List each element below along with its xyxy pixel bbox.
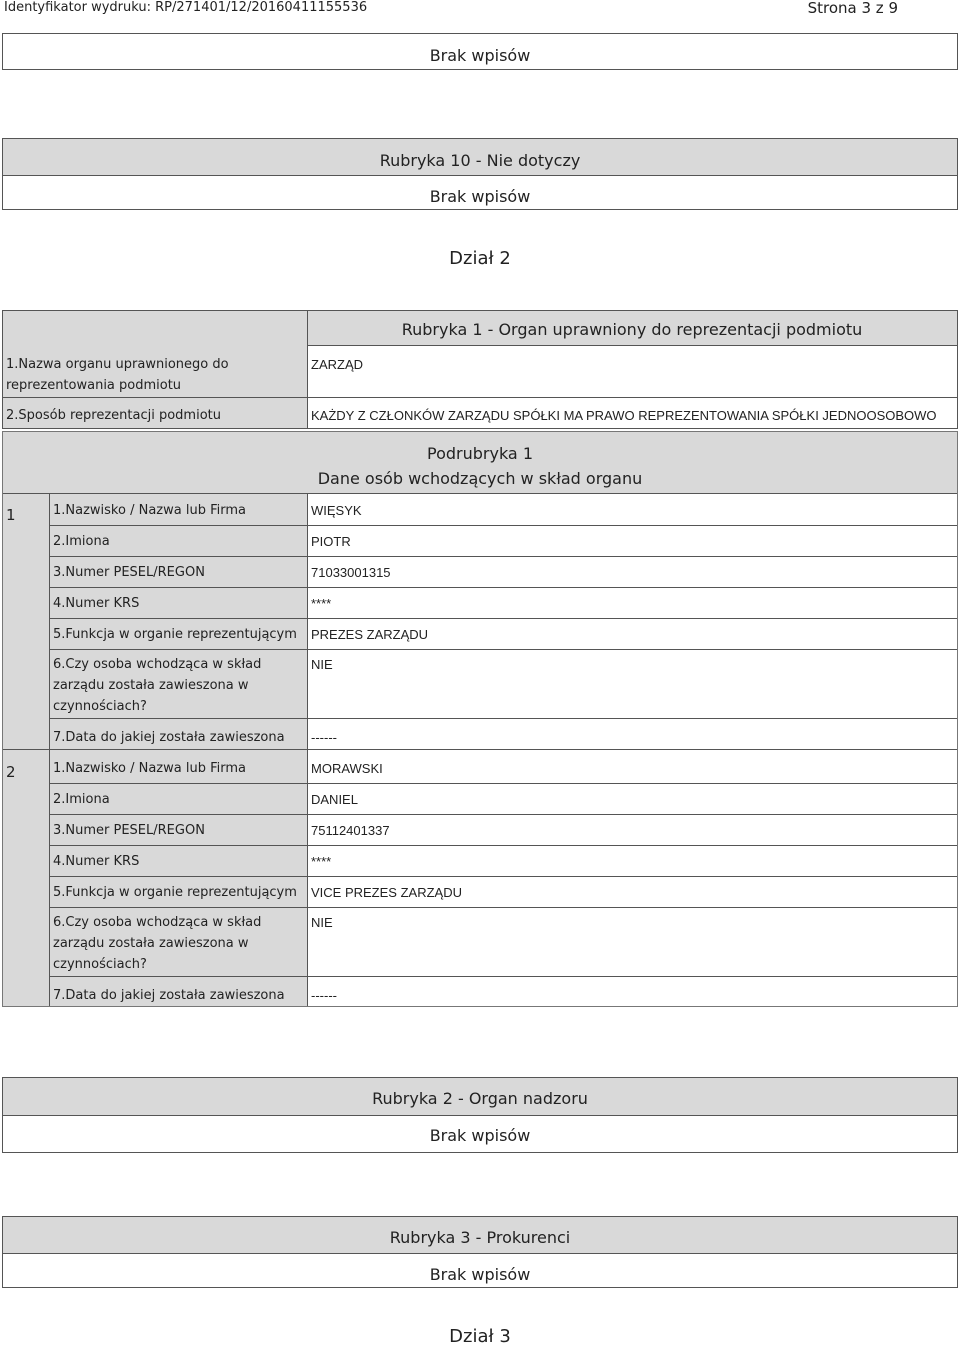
person1-suspended-value: NIE: [311, 657, 333, 672]
person2-suspended-label-1: 6.Czy osoba wchodząca w skład: [53, 915, 262, 930]
person1-pesel-value: 71033001315: [311, 565, 391, 580]
rubryka2-empty-text: Brak wpisów: [429, 1126, 531, 1145]
representation-label: 2.Sposób reprezentacji podmiotu: [6, 408, 221, 423]
person2-function-value: VICE PREZES ZARZĄDU: [311, 885, 462, 900]
rubryka3-empty-text: Brak wpisów: [429, 1265, 531, 1284]
rubryka10-box: [2, 138, 958, 210]
rubryka3-title: Rubryka 3 - Prokurenci: [389, 1228, 571, 1247]
person2-surname-value: MORAWSKI: [311, 761, 383, 776]
person1-krs-value: ****: [311, 596, 332, 611]
person1-suspended-label-3: czynnościach?: [53, 699, 147, 714]
rubryka1-table: [2, 310, 958, 429]
organ-name-value: ZARZĄD: [311, 357, 363, 372]
person2-surname-label: 1.Nazwisko / Nazwa lub Firma: [53, 761, 246, 776]
person1-names-label: 2.Imiona: [53, 534, 110, 549]
rubryka1-title: Rubryka 1 - Organ uprawniony do reprezentacji podmiotu: [401, 320, 863, 339]
person2-names-value: DANIEL: [311, 792, 358, 807]
person1-date-value: ------: [311, 730, 337, 745]
person2-names-label: 2.Imiona: [53, 792, 110, 807]
organ-name-label: 1.Nazwa organu uprawnionego do reprezentowania podmiotu: [6, 357, 229, 393]
person1-pesel-label: 3.Numer PESEL/REGON: [53, 565, 205, 580]
rubryka3-header: [3, 1217, 957, 1253]
representation-value: KAŻDY Z CZŁONKÓW ZARZĄDU SPÓŁKI MA PRAWO REPREZENTOWANIA SPÓŁKI JEDNOOSOBOWO: [311, 408, 937, 423]
rubryka10-title: Rubryka 10 - Nie dotyczy: [379, 151, 581, 170]
person1-suspended-label-2: zarządu została zawieszona w: [53, 678, 249, 693]
podrubryka1-table: [2, 431, 958, 1007]
rubryka10-header: [3, 139, 957, 175]
person2-krs-label: 4.Numer KRS: [53, 854, 140, 869]
person2-suspended-label-3: czynnościach?: [53, 957, 147, 972]
person1-date-label: 7.Data do jakiej została zawieszona: [53, 730, 285, 745]
page-number: Strona 3 z 9: [807, 0, 898, 17]
rubryka3-box: [2, 1216, 958, 1288]
print-identifier: Identyfikator wydruku: RP/271401/12/20160411155536: [4, 0, 368, 15]
person1-surname-value: WIĘSYK: [311, 503, 362, 518]
person2-date-label: 7.Data do jakiej została zawieszona: [53, 988, 285, 1003]
person1-number: 1: [6, 506, 16, 524]
person2-number: 2: [6, 763, 16, 781]
person2-krs-value: ****: [311, 854, 332, 869]
section-title-dzial2: Dział 2: [449, 248, 511, 269]
rubryka2-title: Rubryka 2 - Organ nadzoru: [372, 1089, 588, 1108]
top-empty-text: Brak wpisów: [429, 46, 531, 65]
person2-pesel-value: 75112401337: [311, 823, 390, 838]
rubryka10-empty-text: Brak wpisów: [429, 187, 531, 206]
person1-surname-label: 1.Nazwisko / Nazwa lub Firma: [53, 503, 246, 518]
person2-suspended-label-2: zarządu została zawieszona w: [53, 936, 249, 951]
rubryka2-header: [3, 1078, 957, 1115]
podrubryka1-subtitle: Dane osób wchodzących w skład organu: [317, 469, 643, 488]
person1-krs-label: 4.Numer KRS: [53, 596, 140, 611]
top-empty-box: [2, 33, 958, 70]
section-title-dzial3: Dział 3: [449, 1326, 511, 1347]
person2-suspended-value: NIE: [311, 915, 333, 930]
person1-function-value: PREZES ZARZĄDU: [311, 627, 429, 642]
person1-names-value: PIOTR: [311, 534, 351, 549]
podrubryka1-title: Podrubryka 1: [427, 444, 533, 463]
person2-function-label: 5.Funkcja w organie reprezentującym: [53, 885, 297, 900]
person1-function-label: 5.Funkcja w organie reprezentującym: [53, 627, 297, 642]
person1-suspended-label-1: 6.Czy osoba wchodząca w skład: [53, 657, 262, 672]
rubryka2-box: [2, 1077, 958, 1153]
person2-date-value: ------: [311, 988, 337, 1003]
person2-pesel-label: 3.Numer PESEL/REGON: [53, 823, 205, 838]
